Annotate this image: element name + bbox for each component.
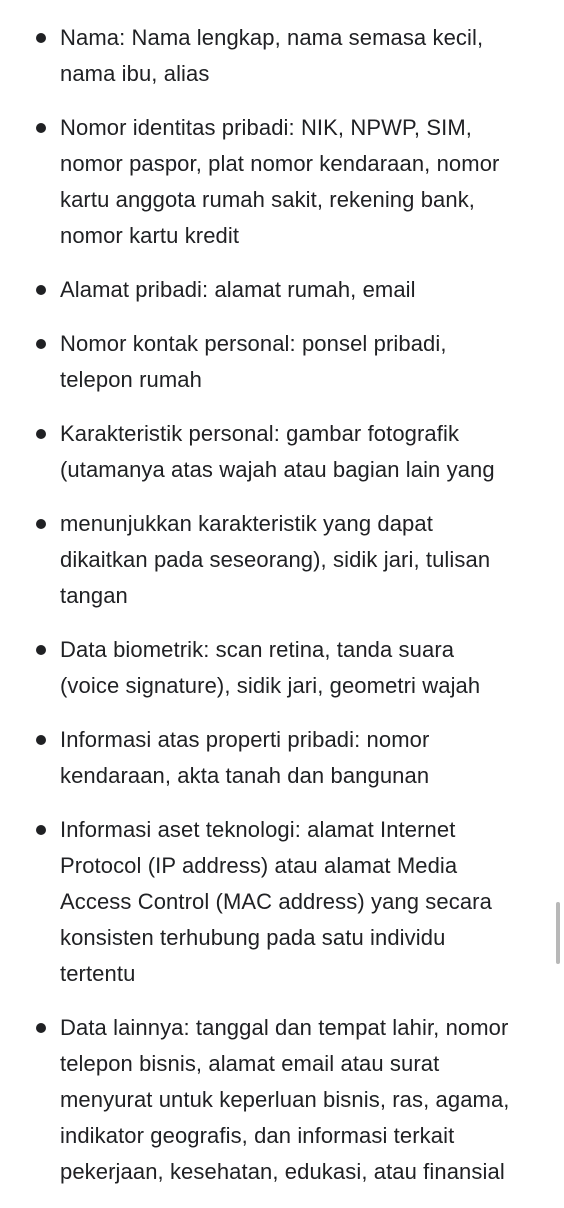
list-item-text: Alamat pribadi: alamat rumah, email <box>60 277 416 302</box>
bullet-icon <box>36 645 46 655</box>
list-item-text: Informasi atas properti pribadi: nomor kendaraan, akta tanah dan bangunan <box>60 727 430 788</box>
bullet-icon <box>36 339 46 349</box>
list-item-text: Data biometrik: scan retina, tanda suara (voice signature), sidik jari, geometri wajah <box>60 637 481 698</box>
document-content <box>0 20 564 1208</box>
bullet-icon <box>36 519 46 529</box>
list-item-text: Data lainnya: tanggal dan tempat lahir, nomor telepon bisnis, alamat email atau surat menyurat untuk keperluan bisnis, ras, agama, indikator geografis, dan informasi terkait pekerjaan, kesehatan, edukasi, atau finansial <box>60 1015 510 1184</box>
list-item <box>0 110 564 254</box>
bullet-list <box>0 20 564 1190</box>
list-item <box>0 326 564 398</box>
list-item <box>0 632 564 704</box>
list-item <box>0 416 564 488</box>
scrollbar-thumb[interactable] <box>556 902 560 964</box>
list-item-text: Informasi aset teknologi: alamat Internet Protocol (IP address) atau alamat Media Access Control (MAC address) yang secara konsisten terhubung pada satu individu tertentu <box>60 817 492 986</box>
list-item <box>0 1010 564 1190</box>
bullet-icon <box>36 1023 46 1033</box>
list-item-text: menunjukkan karakteristik yang dapat dikaitkan pada seseorang), sidik jari, tulisan tangan <box>60 511 491 608</box>
list-item-text: Nomor kontak personal: ponsel pribadi, telepon rumah <box>60 331 447 392</box>
list-item <box>0 506 564 614</box>
bullet-icon <box>36 825 46 835</box>
bullet-icon <box>36 123 46 133</box>
list-item-text: Nama: Nama lengkap, nama semasa kecil, nama ibu, alias <box>60 25 484 86</box>
bullet-icon <box>36 735 46 745</box>
list-item <box>0 812 564 992</box>
list-item-text: Nomor identitas pribadi: NIK, NPWP, SIM, nomor paspor, plat nomor kendaraan, nomor kartu anggota rumah sakit, rekening bank, nomor kartu kredit <box>60 115 500 248</box>
list-item <box>0 722 564 794</box>
list-item <box>0 20 564 92</box>
bullet-icon <box>36 429 46 439</box>
bullet-icon <box>36 285 46 295</box>
bullet-icon <box>36 33 46 43</box>
list-item <box>0 272 564 308</box>
list-item-text: Karakteristik personal: gambar fotografik (utamanya atas wajah atau bagian lain yang <box>60 421 495 482</box>
